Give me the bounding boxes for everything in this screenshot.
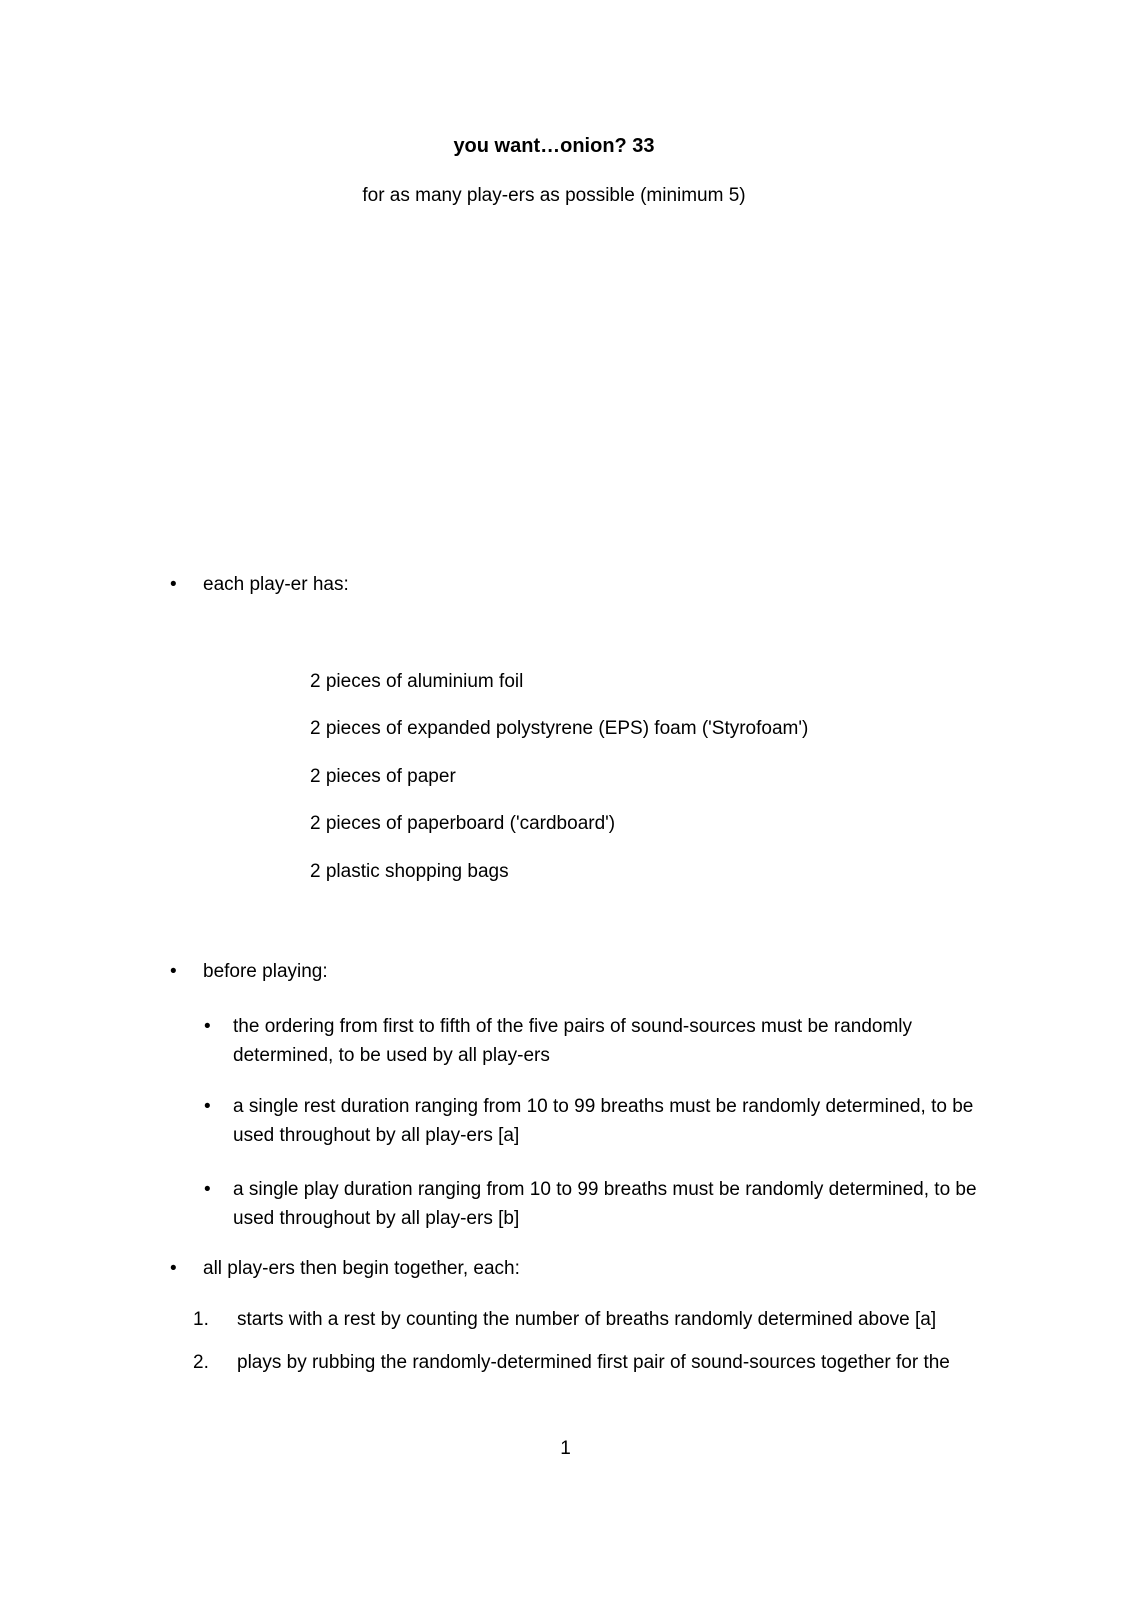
step-number: 1. (193, 1309, 209, 1330)
section-heading-equipment (170, 570, 1005, 599)
page-subtitle: for as many play-ers as possible (minimum 5) (362, 185, 746, 206)
bullet-icon (204, 1175, 233, 1204)
section-heading-text: all play-ers then begin together, each: (203, 1258, 520, 1279)
page-title: you want…onion? 33 (453, 135, 655, 157)
sub-bullet-text: the ordering from first to fifth of the five pairs of sound-sources must be randomly determined, to be used by all play-ers (233, 1016, 913, 1066)
equipment-item: 2 pieces of paper (310, 766, 456, 787)
numbered-step (193, 1348, 1005, 1377)
equipment-item: 2 pieces of expanded polystyrene (EPS) foam ('Styrofoam') (310, 718, 809, 739)
section-heading-text: before playing: (203, 961, 328, 982)
numbered-step (193, 1305, 1005, 1334)
bullet-icon (204, 1012, 233, 1041)
bullet-icon (170, 570, 203, 599)
sub-bullet-text: a single play duration ranging from 10 to 99 breaths must be randomly determined, to be used throughout by all play-ers [b] (233, 1179, 977, 1229)
bullet-icon (170, 1254, 203, 1283)
step-text: starts with a rest by counting the number of breaths randomly determined above [a] (237, 1309, 937, 1330)
sub-bullet-ordering (204, 1012, 997, 1070)
sub-bullet-play-duration (204, 1175, 997, 1233)
section-heading-begin (170, 1254, 1005, 1283)
section-heading-before-playing (170, 957, 1005, 986)
step-text: plays by rubbing the randomly-determined first pair of sound-sources together for the (237, 1352, 950, 1373)
sub-bullet-rest-duration (204, 1092, 997, 1150)
section-heading-text: each play-er has: (203, 574, 349, 595)
equipment-item: 2 pieces of paperboard ('cardboard') (310, 813, 616, 834)
equipment-item: 2 pieces of aluminium foil (310, 671, 524, 692)
sub-bullet-text: a single rest duration ranging from 10 to 99 breaths must be randomly determined, to be used throughout by all play-ers [a] (233, 1096, 974, 1146)
equipment-item: 2 plastic shopping bags (310, 861, 509, 882)
bullet-icon (170, 957, 203, 986)
bullet-icon (204, 1092, 233, 1121)
page-number: 1 (560, 1438, 571, 1459)
step-number: 2. (193, 1352, 209, 1373)
